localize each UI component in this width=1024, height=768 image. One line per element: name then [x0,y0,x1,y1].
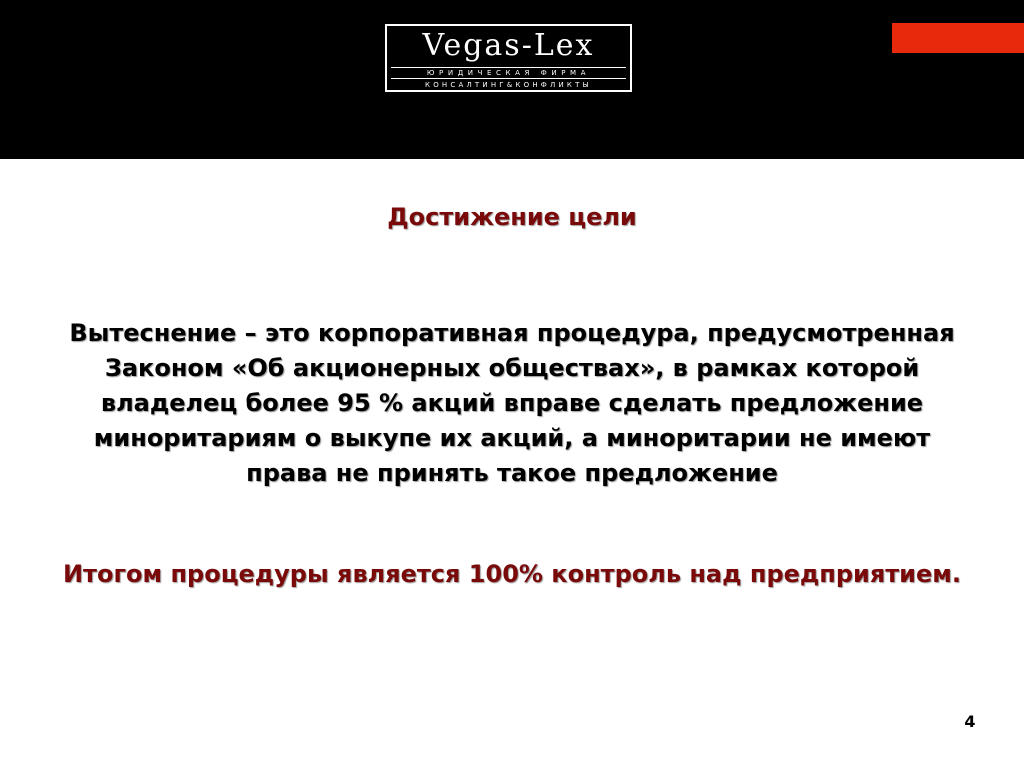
slide-body-text: Вытеснение – это корпоративная процедура, предусмотренная Законом «Об акционерных обществах», в рамках которой владелец более 95 % акций вправе сделать предложение миноритариям о выкупе их акций, а миноритарии не имеют права не принять такое предложение [69,319,955,487]
logo-wordmark: Vegas-Lex [422,28,595,63]
page-number: 4 [964,712,976,731]
logo-tagline-services: КОНСАЛТИНГ&КОНФЛИКТЫ [425,81,592,89]
vegas-lex-logo [385,24,632,92]
slide-header [0,0,1024,159]
slide-title: Достижение цели [387,203,637,231]
logo-divider-bottom [391,78,626,79]
header-accent-block [892,23,1024,53]
slide-conclusion: Итогом процедуры является 100% контроль над предприятием. [62,560,962,588]
logo-tagline-firm: ЮРИДИЧЕСКАЯ ФИРМА [426,69,591,77]
